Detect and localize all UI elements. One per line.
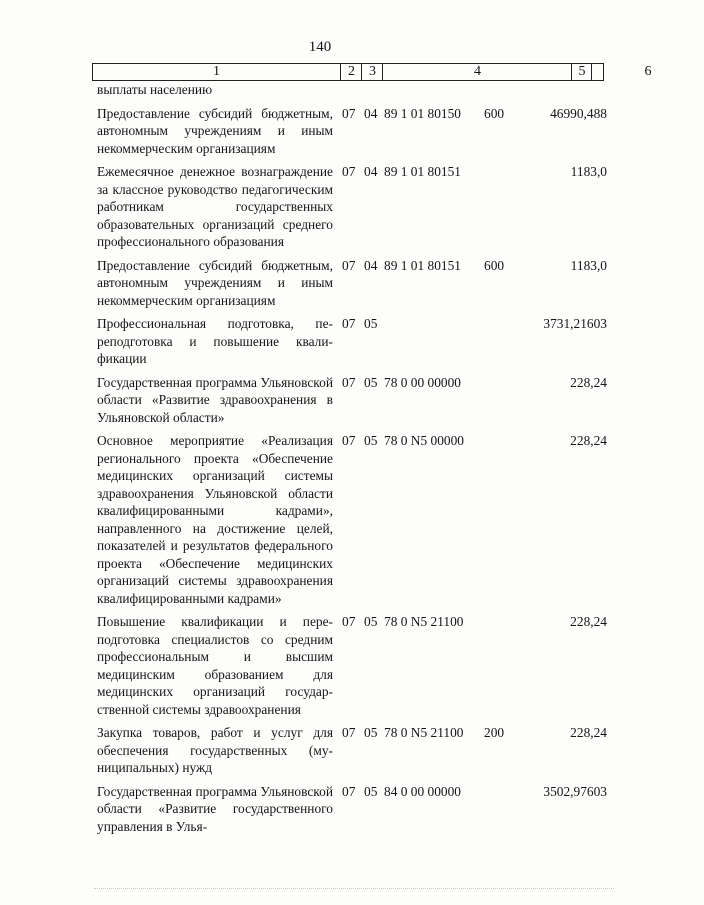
amount: 1183,0 <box>570 164 607 179</box>
table-header-row <box>92 63 652 81</box>
target-article-code: 78 0 N5 21100 <box>384 614 464 629</box>
section-code: 07 <box>342 105 356 121</box>
subsection-code: 04 <box>364 164 378 179</box>
amount: 228,24 <box>570 374 607 390</box>
row-name: Повышение квалификации и переподготовка специалистов со средним профессиональным и высшим медицинским образованием для медицинских организаций государственной системы здравоохранения <box>97 614 333 717</box>
scan-edge-line <box>94 888 614 890</box>
amount: 46990,488 <box>550 105 607 121</box>
section-code: 07 <box>342 433 356 448</box>
subsection-code: 05 <box>364 614 378 629</box>
table-row <box>97 724 607 777</box>
target-article-code: 84 0 00 00000 <box>384 783 461 799</box>
section-code: 07 <box>342 164 356 179</box>
amount: 228,24 <box>570 725 607 740</box>
amount: 228,24 <box>570 614 607 629</box>
subsection-code: 05 <box>364 374 378 390</box>
row-name: Государственная программа Ульяновской области «Развитие государственного управления в Улья- <box>97 783 333 834</box>
table-row <box>97 163 607 251</box>
amount: 1183,0 <box>570 257 607 273</box>
subsection-code: 05 <box>364 316 378 331</box>
table-row <box>97 613 607 718</box>
section-code: 07 <box>342 257 356 273</box>
header-col-2: 2 <box>340 64 362 80</box>
table-row <box>97 257 607 310</box>
expense-type-code: 200 <box>484 725 505 740</box>
section-code: 07 <box>342 316 356 331</box>
row-name: Основное мероприятие «Реализация регионального проекта «Обеспечение медицинских организаций системы здравоохранения Ульяновской области квалифицированными кадрами», направленного на достижение целей, показателей и результатов федерального проекта «Обеспечение медицинских организаций системы здравоохранения квалифицированными кадрами» <box>97 433 333 606</box>
target-article-code: 78 0 00 00000 <box>384 374 461 390</box>
row-name: Закупка товаров, работ и услуг для обеспечения государственных (муниципальных) нужд <box>97 725 333 775</box>
target-article-code: 89 1 01 80151 <box>384 257 461 273</box>
row-name: Ежемесячное денежное вознаграждение за классное руководство педагогическим работникам государственных образовательных организаций среднего профессионального образования <box>97 164 333 249</box>
row-name: выплаты населению <box>97 82 213 97</box>
amount: 228,24 <box>570 433 607 448</box>
target-article-code: 78 0 N5 00000 <box>384 433 464 448</box>
subsection-code: 05 <box>364 433 378 448</box>
amount: 3731,21603 <box>543 316 607 331</box>
row-name: Профессиональная подготовка, переподготовка и повышение квалификации <box>97 316 333 366</box>
row-name: Предоставление субсидий бюджетным, автономным учреждениям и иным некоммерческим организациям <box>97 105 333 156</box>
header-col-6: 6 <box>591 64 704 80</box>
target-article-code: 89 1 01 80150 <box>384 105 461 121</box>
header-col-5: 5 <box>571 64 592 80</box>
target-article-code: 89 1 01 80151 <box>384 164 461 179</box>
subsection-code: 05 <box>364 725 378 740</box>
target-article-code: 78 0 N5 21100 <box>384 725 464 740</box>
amount: 3502,97603 <box>543 783 607 799</box>
table-row <box>97 315 607 368</box>
subsection-code: 04 <box>364 257 378 273</box>
row-name: Государственная программа Ульяновской области «Развитие здравоохранения в Ульяновской области» <box>97 374 333 425</box>
row-name: Предоставление субсидий бюджетным, автономным учреждениям и иным некоммерческим организациям <box>97 257 333 308</box>
table-row <box>97 105 607 158</box>
header-col-1: 1 <box>213 64 220 79</box>
table-row <box>97 432 607 607</box>
section-code: 07 <box>342 725 356 740</box>
header-col-4: 4 <box>382 64 572 80</box>
page-number: 140 <box>308 39 332 55</box>
header-col-3: 3 <box>361 64 383 80</box>
table-row <box>97 374 607 427</box>
subsection-code: 04 <box>364 105 378 121</box>
budget-table-body <box>97 81 607 835</box>
section-code: 07 <box>342 614 356 629</box>
expense-type-code: 600 <box>484 257 505 273</box>
expense-type-code: 600 <box>484 105 505 121</box>
subsection-code: 05 <box>364 783 378 799</box>
section-code: 07 <box>342 374 356 390</box>
section-code: 07 <box>342 783 356 799</box>
table-row <box>97 783 607 836</box>
table-row <box>97 81 607 99</box>
